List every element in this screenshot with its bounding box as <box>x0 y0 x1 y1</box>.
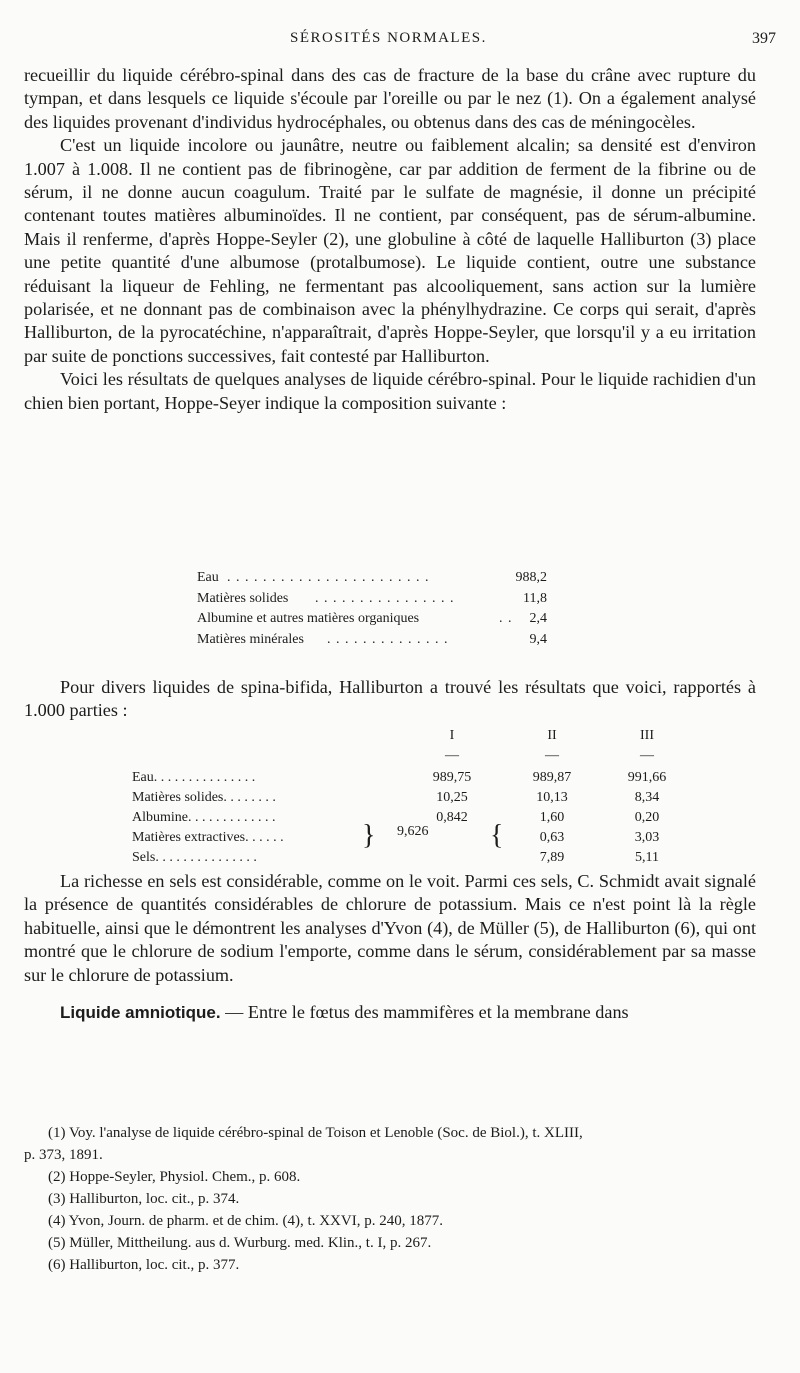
table-row <box>132 848 692 868</box>
paragraph-5: La richesse en sels est considérable, comme on le voit. Parmi ces sels, C. Schmidt avait signalé la présence de quantités considérables de chlorure de potassium. Mais ce n'est point là la règle habituelle, ainsi que le démontrent les analyses d'Yvon (4), de Müller (5), de Halliburton (6), qui ont montré que le chlorure de sodium l'emporte, comme dans le sérum, considérablement par sa masse sur le chlorure de potassium. <box>24 871 756 985</box>
footnotes <box>24 1122 764 1276</box>
paragraph-3: Voici les résultats de quelques analyses de liquide cérébro-spinal. Pour le liquide rachidien d'un chien bien portant, Hoppe-Seyer indique la composition suivante : <box>24 369 756 413</box>
cell-value: 8,34 <box>634 790 660 805</box>
row-label: Eau <box>197 570 219 585</box>
dash-rule: — <box>445 748 459 763</box>
row-label: Matières solides <box>132 790 224 805</box>
column-header: III <box>640 728 654 743</box>
footnote: (3) Halliburton, loc. cit., p. 374. <box>48 1191 240 1207</box>
paragraph-1: recueillir du liquide cérébro-spinal dans des cas de fracture de la base du crâne avec rupture du tympan, et dans lesquels ce liquide s'écoule par l'oreille ou par le nez (1). On a également analysé des liquides provenant d'individus hydrocéphales, ou obtenus dans des cas de méningocèles. <box>24 65 756 132</box>
header-rule-row <box>132 746 692 768</box>
cell-value: 10,13 <box>536 790 568 805</box>
table-row <box>197 568 547 589</box>
cell-value: 989,75 <box>432 770 472 785</box>
paragraph-2: C'est un liquide incolore ou jaunâtre, neutre ou faiblement alcalin; sa densité est d'environ 1.007 à 1.008. Il ne contient pas de fibrinogène, car par addition de ferment de la fibrine ou de sérum, il ne donne aucun coagulum. Traité par le sulfate de magnésie, il donne un précipité contenant toutes matières albuminoïdes. Il ne contient, par conséquent, pas de sérum-albumine. Mais il renferme, d'après Hoppe-Seyler (2), une globuline à côté de laquelle Halliburton (3) place une petite quantité d'une albumose (protalbumose). Le liquide contient, outre une substance réduisant la liqueur de Fehling, ne fermentant pas alcooliquement, sans action sur la lumière polarisée, et ne donnant pas de combinaison avec la phénylhydrazine. Ce corps qui serait, d'après Halliburton, de la pyrocatéchine, n'apparaîtrait, d'après Hoppe-Seyler, que lorsqu'il y a eu irritation par suite de ponctions successives, fait contesté par Halliburton. <box>24 135 756 366</box>
running-title: SÉROSITÉS NORMALES. <box>290 30 487 46</box>
leader-dots: . . . . . . . . <box>223 790 276 805</box>
cell-value: 3,03 <box>634 830 660 845</box>
row-label: Albumine et autres matières organiques <box>197 611 420 626</box>
cell-value: 0,63 <box>539 830 565 845</box>
footnote-continuation: p. 373, 1891. <box>24 1147 103 1163</box>
row-label: Matières minérales <box>197 631 304 647</box>
footnote: (2) Hoppe-Seyler, Physiol. Chem., p. 608. <box>48 1169 301 1185</box>
page-number: 397 <box>752 30 776 47</box>
table-header-row <box>132 726 692 746</box>
row-label: Matières solides <box>197 590 289 606</box>
page-header <box>0 30 800 54</box>
cell-value: 10,25 <box>436 790 468 805</box>
row-label: Matières extractives <box>132 830 246 845</box>
table-row <box>197 630 547 651</box>
footnote: (1) Voy. l'analyse de liquide cérébro-spinal de Toison et Lenoble (Soc. de Biol.), t. XLIII, <box>48 1125 583 1141</box>
main-text-3 <box>24 870 756 1024</box>
cell-value: 1,60 <box>539 810 565 825</box>
cell-value: 5,11 <box>635 850 659 865</box>
row-value: 988,2 <box>515 570 547 585</box>
section-heading: Liquide amniotique. <box>60 1003 221 1023</box>
paragraph-6 <box>24 1001 756 1024</box>
table-row <box>197 609 547 630</box>
cell-value: 991,66 <box>627 770 667 785</box>
section-text: — Entre le fœtus des mammifères et la membrane dans <box>220 1002 629 1023</box>
cell-value: 989,87 <box>532 770 572 785</box>
leader-dots: . . <box>499 611 513 626</box>
spina-bifida-table <box>132 726 692 868</box>
table-row <box>132 768 692 788</box>
leader-dots: . . . . . . . . . . . . . . . <box>155 850 257 865</box>
main-text <box>24 64 756 415</box>
dash-rule: — <box>545 748 559 763</box>
row-label: Albumine <box>132 810 188 825</box>
cell-value: 7,89 <box>539 850 565 865</box>
cell-value: 0,20 <box>634 810 660 825</box>
cell-value: 0,842 <box>436 810 468 825</box>
column-header: I <box>449 728 455 743</box>
leader-dots: . . . . . . <box>245 830 284 845</box>
leader-dots: . . . . . . . . . . . . . . . . <box>315 590 455 606</box>
footnote: (4) Yvon, Journ. de pharm. et de chim. (4), t. XXVI, p. 240, 1877. <box>48 1213 443 1229</box>
leader-dots: . . . . . . . . . . . . . <box>188 810 276 825</box>
table-row <box>197 589 547 610</box>
main-text-2 <box>24 676 756 723</box>
table-row <box>132 788 692 808</box>
left-brace: } <box>362 820 376 851</box>
paragraph-4: Pour divers liquides de spina-bifida, Halliburton a trouvé les résultats que voici, rapportés à 1.000 parties : <box>24 677 756 721</box>
leader-dots: . . . . . . . . . . . . . . . . . . . . . . . <box>227 570 430 585</box>
row-label: Sels <box>132 850 156 865</box>
leader-dots: . . . . . . . . . . . . . . <box>327 631 449 647</box>
dog-csf-composition-table <box>197 568 547 650</box>
footnote: (6) Halliburton, loc. cit., p. 377. <box>48 1257 240 1273</box>
merged-cell-value: 9,626 <box>397 824 429 839</box>
leader-dots: . . . . . . . . . . . . . . . <box>153 770 256 785</box>
row-value: 2,4 <box>529 611 547 626</box>
footnote: (5) Müller, Mittheilung. aus d. Wurburg. med. Klin., t. I, p. 267. <box>48 1235 432 1251</box>
column-header: II <box>547 728 557 743</box>
row-value: 9,4 <box>529 631 547 647</box>
row-value: 11,8 <box>523 590 547 606</box>
dash-rule: — <box>640 748 654 763</box>
row-label: Eau <box>132 770 154 785</box>
right-brace: { <box>490 820 504 851</box>
